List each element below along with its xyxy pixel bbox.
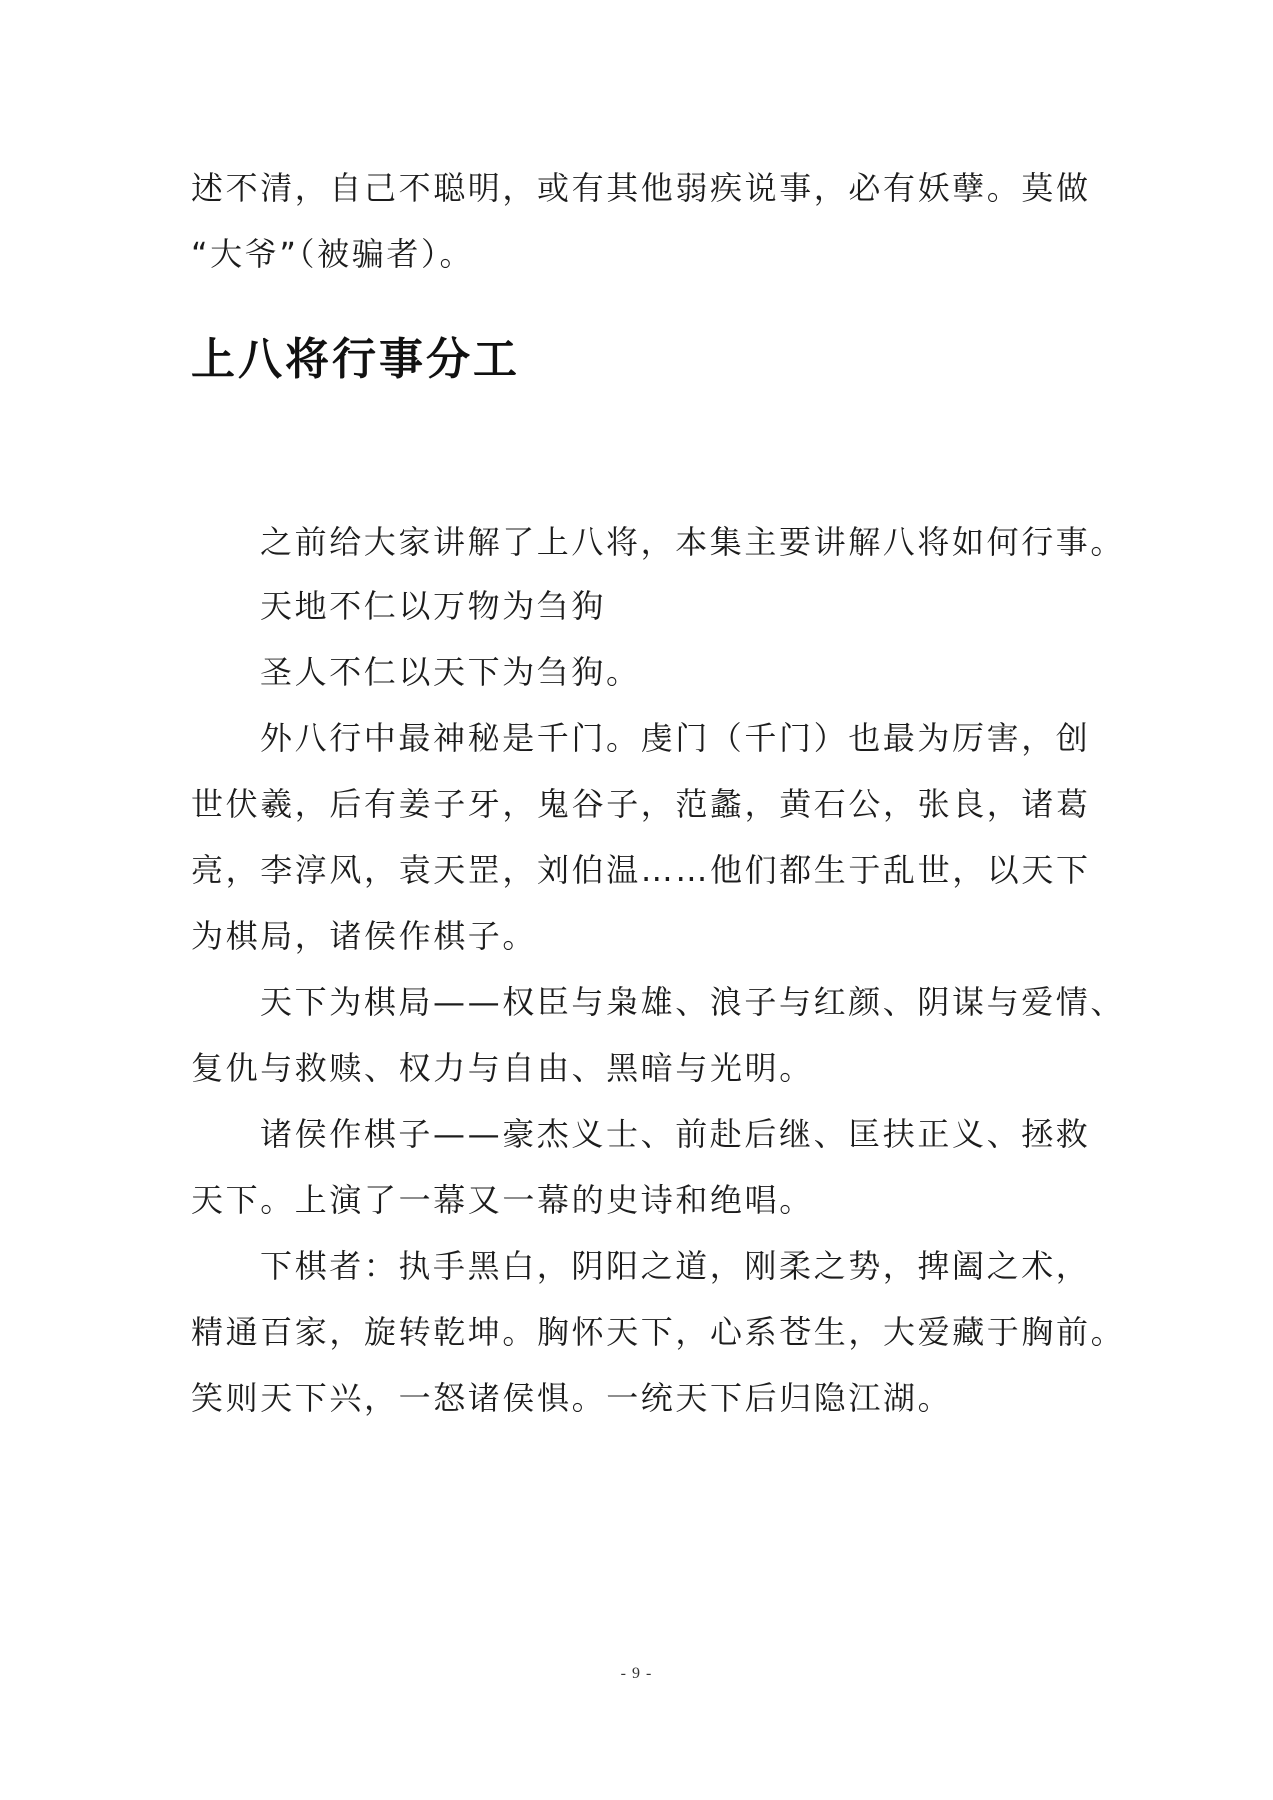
paragraph-line: 之前给大家讲解了上八将，本集主要讲解八将如何行事。 [260, 523, 1126, 561]
paragraph-line: 天下。上演了一幕又一幕的史诗和绝唱。 [191, 1181, 814, 1219]
section-heading: 上八将行事分工 [191, 334, 520, 385]
page-number: - 9 - [620, 1665, 653, 1682]
paragraph-line: 为棋局，诸侯作棋子。 [191, 917, 538, 955]
paragraph-line: 亮，李淳风，袁天罡，刘伯温……他们都生于乱世，以天下 [191, 851, 1091, 889]
paragraph-line: 复仇与救赎、权力与自由、黑暗与光明。 [191, 1049, 814, 1087]
paragraph-line: 天下为棋局——权臣与枭雄、浪子与红颜、阴谋与爱情、 [260, 983, 1126, 1021]
paragraph-line: 世伏羲，后有姜子牙，鬼谷子，范蠡，黄石公，张良，诸葛 [191, 785, 1091, 823]
paragraph-line: 下棋者：执手黑白，阴阳之道，刚柔之势，捭阖之术， [260, 1247, 1091, 1285]
paragraph-line: 精通百家，旋转乾坤。胸怀天下，心系苍生，大爱藏于胸前。 [191, 1313, 1126, 1351]
paragraph-line: 诸侯作棋子——豪杰义士、前赴后继、匡扶正义、拯救 [260, 1115, 1091, 1153]
text-line: “大爷”（被骗者）。 [191, 235, 475, 273]
paragraph-line: 圣人不仁以天下为刍狗。 [260, 653, 641, 691]
text-line: 述不清，自己不聪明，或有其他弱疾说事，必有妖孽。莫做 [191, 169, 1091, 207]
paragraph-line: 外八行中最神秘是千门。虔门（千门）也最为厉害，创 [260, 719, 1091, 757]
paragraph-line: 笑则天下兴，一怒诸侯惧。一统天下后归隐江湖。 [191, 1379, 953, 1417]
paragraph-line: 天地不仁以万物为刍狗 [260, 587, 607, 625]
